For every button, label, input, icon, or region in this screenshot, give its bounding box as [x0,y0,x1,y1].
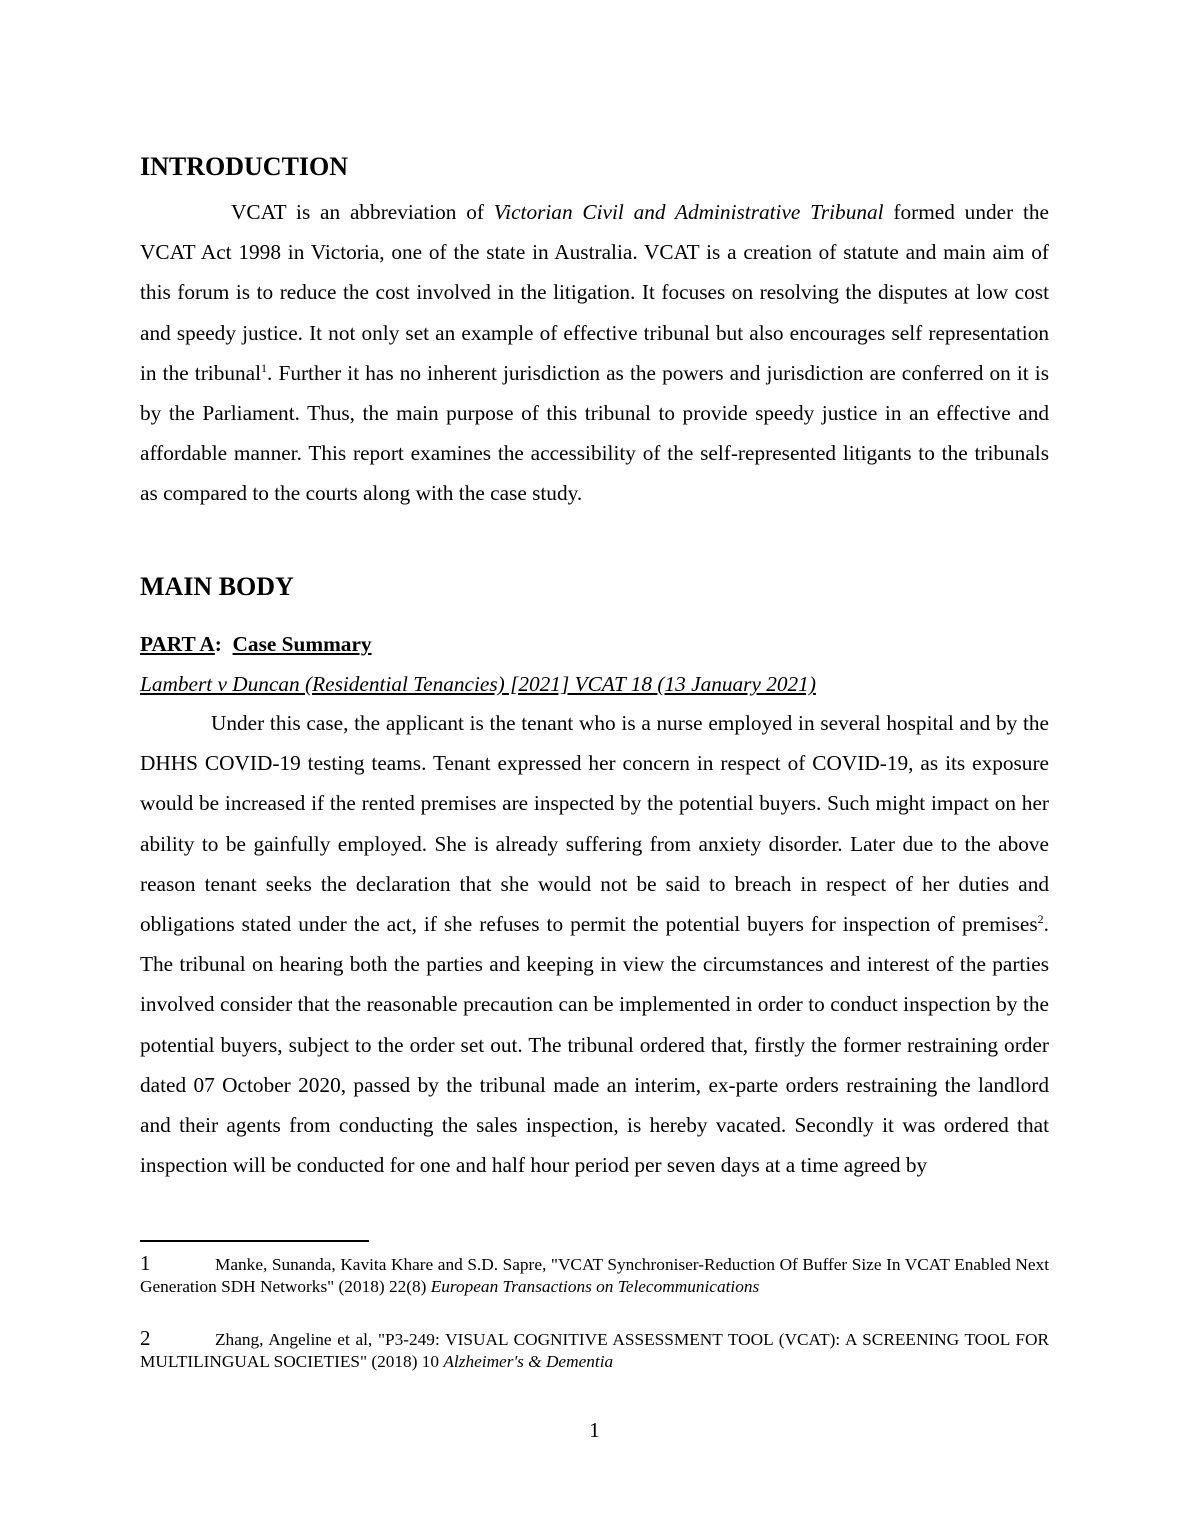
part-label: PART A [140,632,215,656]
intro-text-end: . Further it has no inherent jurisdiction as the powers and jurisdiction are conferred on it is by the Parliament. Thus, the main purpose of this tribunal to provide speedy justice in an effective and affordable manner. This report examines the accessibility of the self-represented litigants to the tribunals as compared to the courts along with the case study. [140,360,1049,506]
case-text-start: Under this case, the applicant is the tenant who is a nurse employed in several hospital and by the DHHS COVID-19 testing teams. Tenant expressed her concern in respect of COVID-19, as its exposure would be increased if the rented premises are inspected by the potential buyers. Such might impact on her ability to be gainfully employed. She is already suffering from anxiety disorder. Later due to the above reason tenant seeks the declaration that she would not be said to breach in respect of her duties and obligations stated under the act, if she refuses to permit the potential buyers for inspection of premises [140,711,1049,937]
part-a-heading [140,629,372,659]
case-citation: Lambert v Duncan (Residential Tenancies) [2021] VCAT 18 (13 January 2021) [140,672,816,696]
intro-text-start: VCAT is an abbreviation of [231,200,494,224]
page-number: 1 [589,1418,600,1442]
part-title: Case Summary [232,632,372,656]
footnote-text: Zhang, Angeline et al, "P3-249: VISUAL COGNITIVE ASSESSMENT TOOL (VCAT): A SCREENING TOOL FOR MULTILINGUAL SOCIETIES" (2018) 10 [140,1330,1049,1371]
footnote-number: 2 [140,1326,151,1350]
intro-tribunal-name: Victorian Civil and Administrative Tribunal [493,200,884,224]
introduction-paragraph [140,192,1049,514]
footnote-journal: European Transactions on Telecommunications [430,1277,760,1296]
footnote-text: Manke, Sunanda, Kavita Khare and S.D. Sapre, "VCAT Synchroniser-Reduction Of Buffer Size In VCAT Enabled Next Generation SDH Networks" (2018) 22(8) [140,1255,1049,1296]
intro-text-mid: formed under the VCAT Act 1998 in Victoria, one of the state in Australia. VCAT is a creation of statute and main aim of this forum is to reduce the cost involved in the litigation. It focuses on resolving the disputes at low cost and speedy justice. It not only set an example of effective tribunal but also encourages self representation in the tribunal [140,200,1049,385]
footnote-journal: Alzheimer's & Dementia [443,1352,614,1371]
footnote-number: 1 [140,1251,151,1275]
case-summary-paragraph [140,703,1049,1185]
footnote-ref-1[interactable]: 1 [261,360,268,375]
footnote-1 [140,1252,1049,1298]
part-separator: : [214,632,233,656]
introduction-heading: INTRODUCTION [140,152,349,181]
footnote-ref-2[interactable]: 2 [1037,911,1044,926]
case-text-end: . The tribunal on hearing both the parties and keeping in view the circumstances and interest of the parties involved consider that the reasonable precaution can be implemented in order to conduct inspection by the potential buyers, subject to the order set out. The tribunal ordered that, firstly the former restraining order dated 07 October 2020, passed by the tribunal made an interim, ex-parte orders restraining the landlord and their agents from conducting the sales inspection, is hereby vacated. Secondly it was ordered that inspection will be conducted for one and half hour period per seven days at a time agreed by [140,912,1049,1178]
footnote-2 [140,1327,1049,1373]
footnote-separator [140,1240,369,1242]
main-body-heading: MAIN BODY [140,572,294,601]
